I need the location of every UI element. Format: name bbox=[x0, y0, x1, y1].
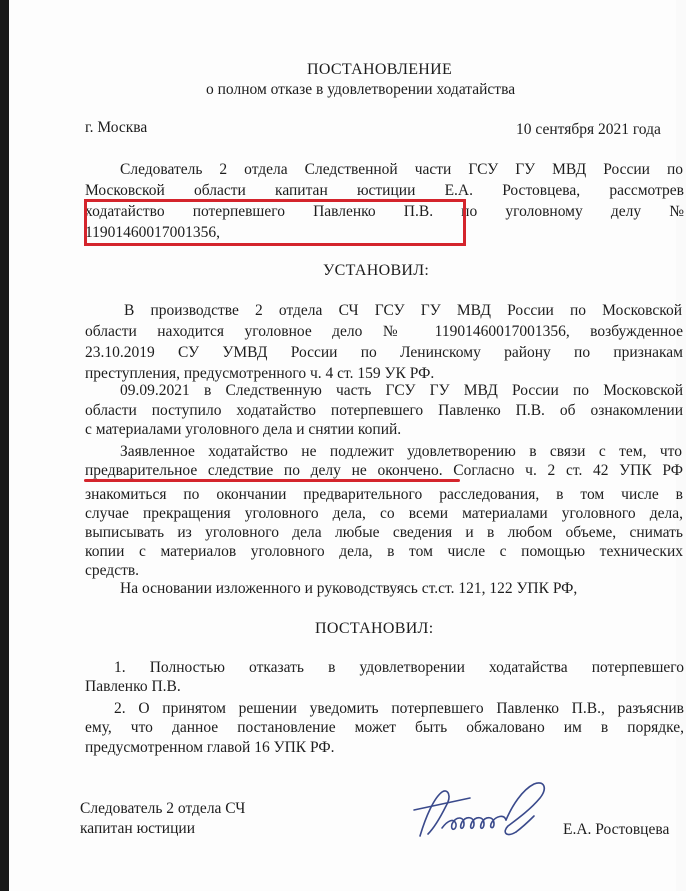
highlight-box bbox=[84, 199, 466, 246]
handwritten-signature bbox=[412, 776, 562, 854]
established-line: 23.10.2019 СУ УМВД России по Ленинскому району по признакам bbox=[85, 344, 683, 361]
established-line: области поступило ходатайство потерпевшего Павленко П.В. об ознакомлении bbox=[85, 402, 683, 419]
intro-line: 11901460017001356, bbox=[85, 224, 221, 241]
intro-line: ходатайство потерпевшего Павленко П.В. по уголовному делу № bbox=[85, 203, 684, 220]
resolved-heading: ПОСТАНОВИЛ: bbox=[315, 620, 434, 637]
established-line: Заявленное ходатайство не подлежит удовлетворению в связи с тем, что bbox=[120, 443, 682, 460]
established-line: копии с материалов уголовного дела, в том числе с помощью технических bbox=[85, 543, 683, 560]
signer-name: Е.А. Ростовцева bbox=[563, 821, 670, 838]
established-heading: УСТАНОВИЛ: bbox=[323, 262, 430, 279]
resolved-line: Павленко П.В. bbox=[85, 678, 181, 695]
resolved-line: 2. О принятом решении уведомить потерпевшего Павленко П.В., разъяснив bbox=[114, 700, 684, 717]
established-line: На основании изложенного и руководствуясь ст.ст. 121, 122 УПК РФ, bbox=[120, 580, 578, 597]
intro-line: Следователь 2 отдела Следственной части ГСУ ГУ МВД России по bbox=[120, 161, 683, 178]
document-date: 10 сентября 2021 года bbox=[516, 121, 661, 138]
established-line: В производстве 2 отдела СЧ ГСУ ГУ МВД России по Московской bbox=[124, 302, 682, 319]
established-line: выписывать из уголовного дела любые сведения и в любом объеме, снимать bbox=[85, 524, 683, 541]
resolved-line: 1. Полностью отказать в удовлетворении ходатайства потерпевшего bbox=[114, 659, 684, 676]
intro-line: Московской области капитан юстиции Е.А. Ростовцева, рассмотрев bbox=[85, 182, 684, 199]
document-title: ПОСТАНОВЛЕНИЕ bbox=[307, 61, 453, 78]
established-line: преступления, предусмотренного ч. 4 ст. 159 УК РФ. bbox=[85, 365, 435, 382]
established-line: средств. bbox=[85, 562, 140, 579]
city: г. Москва bbox=[85, 119, 148, 136]
established-line: области находится уголовное дело № 11901460017001356, возбужденное bbox=[85, 323, 683, 340]
document-subtitle: о полном отказе в удовлетворении ходатайства bbox=[206, 81, 516, 98]
signer-rank: капитан юстиции bbox=[80, 820, 195, 837]
established-line: с материалами уголовного дела и снятии копий. bbox=[85, 421, 402, 438]
established-line: знакомиться по окончании предварительного расследования, в том числе в bbox=[85, 486, 683, 503]
established-line: 09.09.2021 в Следственную часть ГСУ ГУ МВД России по Московской bbox=[120, 382, 683, 399]
document-page bbox=[9, 0, 684, 891]
established-line: предварительное следствие по делу не окончено. Согласно ч. 2 ст. 42 УПК РФ bbox=[85, 462, 683, 479]
established-line: случае прекращения уголовного дела, со всеми материалами уголовного дела, bbox=[85, 505, 683, 522]
signer-position: Следователь 2 отдела СЧ bbox=[80, 800, 246, 817]
scan-left-edge bbox=[0, 0, 9, 891]
resolved-line: предусмотренном главой 16 УПК РФ. bbox=[85, 739, 335, 756]
highlight-underline bbox=[84, 479, 460, 482]
resolved-line: ему, что данное постановление может быть обжаловано им в порядке, bbox=[85, 719, 684, 736]
